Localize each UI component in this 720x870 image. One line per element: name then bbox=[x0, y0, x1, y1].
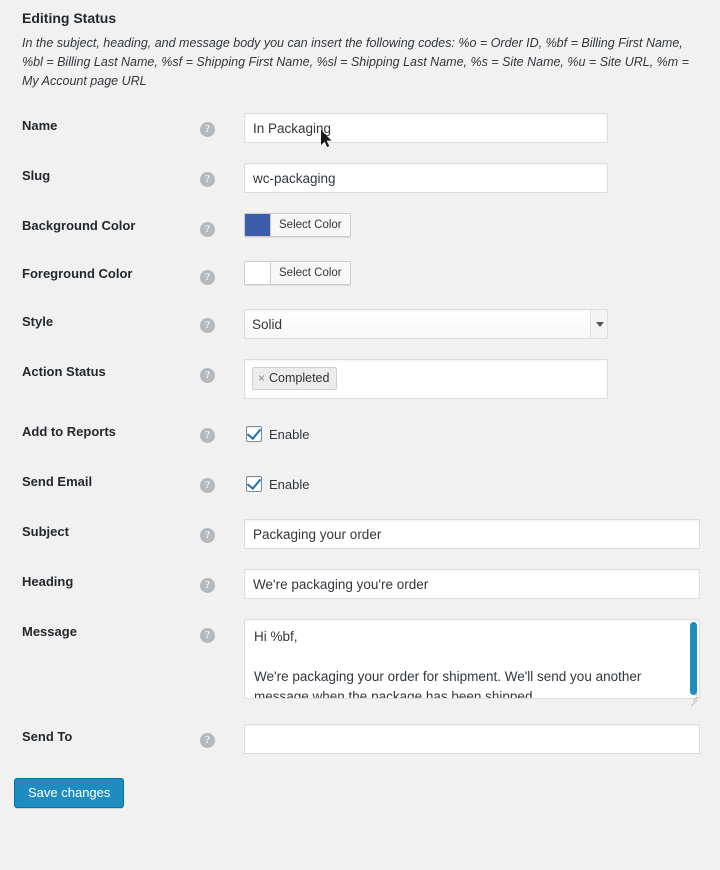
form-row-add-to-reports bbox=[0, 409, 720, 459]
form-row-action-status bbox=[0, 349, 720, 409]
form-row-subject bbox=[0, 509, 720, 559]
label-background-color: Background Color bbox=[22, 218, 136, 233]
foreground-color-swatch[interactable] bbox=[245, 262, 271, 284]
label-send-email: Send Email bbox=[22, 474, 93, 489]
name-input[interactable] bbox=[244, 113, 608, 143]
form-row-style bbox=[0, 299, 720, 349]
help-icon-action-status[interactable]: ? bbox=[200, 368, 215, 383]
background-color-swatch[interactable] bbox=[245, 214, 271, 236]
message-textarea[interactable] bbox=[244, 619, 700, 699]
token-completed[interactable] bbox=[252, 367, 337, 390]
resize-handle-icon[interactable] bbox=[688, 692, 698, 702]
form-row-background-color bbox=[0, 203, 720, 251]
help-icon-send-email[interactable]: ? bbox=[200, 478, 215, 493]
label-add-to-reports: Add to Reports bbox=[22, 424, 116, 439]
label-style: Style bbox=[22, 314, 54, 329]
form-row-foreground-color bbox=[0, 251, 720, 299]
help-icon-foreground-color[interactable]: ? bbox=[200, 270, 215, 285]
label-foreground-color: Foreground Color bbox=[22, 266, 133, 281]
foreground-color-button-label[interactable]: Select Color bbox=[271, 262, 350, 284]
add-to-reports-checkbox-label: Enable bbox=[269, 426, 310, 442]
save-changes-button[interactable]: Save changes bbox=[14, 778, 124, 808]
background-color-picker[interactable] bbox=[244, 213, 351, 237]
message-scrollbar[interactable] bbox=[690, 622, 697, 695]
foreground-color-picker[interactable] bbox=[244, 261, 351, 285]
form-row-message bbox=[0, 609, 720, 714]
shortcode-help-text: In the subject, heading, and message body you can insert the following codes: %o = Order ID, %bf = Billing First Name, %bl = Billing Last Name, %sf = Shipping First Name, %sl = Shipping Last Name, %s = Site Name, %u = Site URL, %m = My Account page URL bbox=[22, 36, 689, 88]
help-icon-style[interactable]: ? bbox=[200, 318, 215, 333]
style-select[interactable] bbox=[244, 309, 608, 339]
send-email-checkbox-label: Enable bbox=[269, 476, 310, 492]
label-subject: Subject bbox=[22, 524, 69, 539]
form-row-heading bbox=[0, 559, 720, 609]
help-icon-background-color[interactable]: ? bbox=[200, 222, 215, 237]
send-email-checkbox[interactable] bbox=[246, 476, 262, 492]
help-icon-name[interactable]: ? bbox=[200, 122, 215, 137]
label-heading: Heading bbox=[22, 574, 74, 589]
label-action-status: Action Status bbox=[22, 364, 106, 379]
action-status-multiselect[interactable] bbox=[244, 359, 608, 399]
background-color-button-label[interactable]: Select Color bbox=[271, 214, 350, 236]
close-icon[interactable]: × bbox=[258, 371, 266, 385]
add-to-reports-checkbox[interactable] bbox=[246, 426, 262, 442]
help-icon-send-to[interactable]: ? bbox=[200, 733, 215, 748]
subject-input[interactable] bbox=[244, 519, 700, 549]
page-title: Editing Status bbox=[22, 10, 117, 26]
form-row-send-email bbox=[0, 459, 720, 509]
token-label: Completed bbox=[269, 371, 330, 385]
slug-input[interactable] bbox=[244, 163, 608, 193]
help-icon-message[interactable]: ? bbox=[200, 628, 215, 643]
status-form-table bbox=[0, 103, 720, 764]
form-row-slug bbox=[0, 153, 720, 203]
heading-input[interactable] bbox=[244, 569, 700, 599]
help-icon-add-to-reports[interactable]: ? bbox=[200, 428, 215, 443]
form-row-send-to bbox=[0, 714, 720, 764]
label-slug: Slug bbox=[22, 168, 51, 183]
help-icon-slug[interactable]: ? bbox=[200, 172, 215, 187]
help-icon-subject[interactable]: ? bbox=[200, 528, 215, 543]
send-to-input[interactable] bbox=[244, 724, 700, 754]
form-row-name bbox=[0, 103, 720, 153]
help-icon-heading[interactable]: ? bbox=[200, 578, 215, 593]
label-name: Name bbox=[22, 118, 58, 133]
label-message: Message bbox=[22, 624, 77, 639]
label-send-to: Send To bbox=[22, 729, 73, 744]
